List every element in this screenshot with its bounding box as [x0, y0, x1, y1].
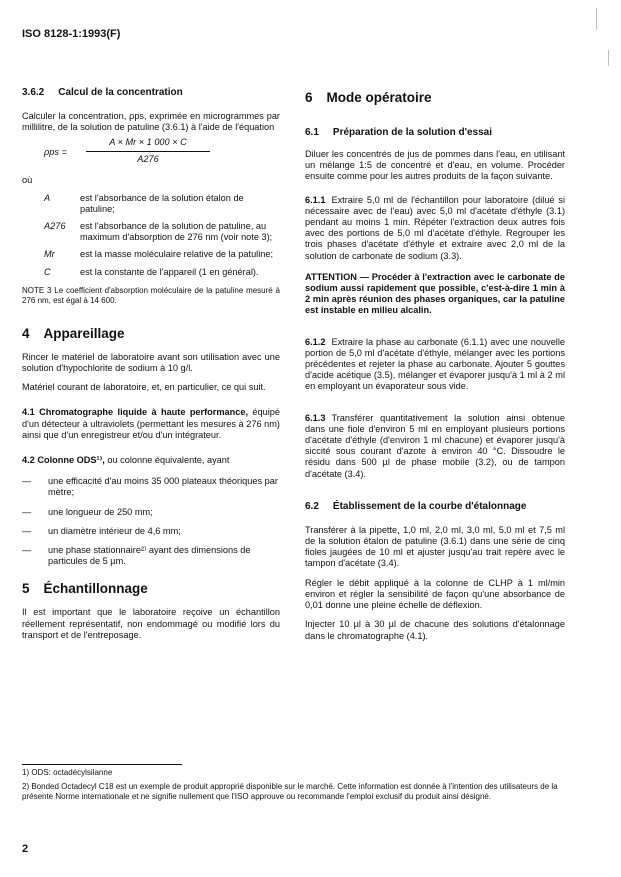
left-column: [22, 86, 280, 641]
formula-numerator: A × Mr × 1 000 × C: [109, 137, 187, 148]
right-column: [305, 86, 565, 642]
attention-notice: ATTENTION — Procéder à l'extraction avec le carbonate de sodium aussi rapidement que possible, c'est-à-dire 1 min à 2 min après réunion des phases organiques, car la patuline est instable en milieu alcalin.: [305, 271, 565, 316]
margin-mark: [596, 8, 597, 30]
list-item: — une phase stationnaire²⁾ ayant des dimensions de particules de 5 µm.: [22, 545, 251, 567]
where-label: où: [22, 175, 33, 186]
paragraph: Rincer le matériel de laboratoire avant son utilisation avec une solution d'hypochlorite de sodium à 10 g/l.: [22, 351, 280, 374]
footnote-divider: [22, 764, 182, 765]
paragraph: Régler le débit appliqué à la colonne de CLHP à 1 ml/min environ et régler la sensibilité de façon qu'une absorbance de 0,01 donne une pleine échelle de déflexion.: [305, 577, 565, 611]
section-4-heading: 4 Appareillage: [22, 325, 125, 341]
paragraph: Diluer les concentrés de jus de pommes dans l'eau, en utilisant un mélange 1:5 de concentré et d'eau, en volume. Procéder ensuite comme pour les autres produits de la façon suivante.: [305, 149, 565, 182]
section-5-heading: 5 Échantillonnage: [22, 581, 148, 597]
section-3-6-2-heading: 3.6.2 Calcul de la concentration: [22, 87, 183, 98]
definition-list: [22, 193, 280, 278]
footnote-2: 2) Bonded Octadecyl C18 est un exemple de produit approprié disponible sur le marché. Cette information est donnée à l'intention des utilisateurs de la présente Norme internationale et ne signifie nullement que l'ISO approuve ou recommande l'emploi exclusif du produit ainsi désigné.: [22, 782, 558, 801]
margin-mark: [608, 50, 609, 66]
formula-denominator: A276: [137, 153, 159, 164]
document-id: ISO 8128-1:1993(F): [22, 28, 121, 40]
definition-item: C est la constante de l'appareil (1 en général).: [44, 266, 259, 277]
definition-item: Mr est la masse moléculaire relative de la patuline;: [44, 249, 274, 260]
paragraph: Injecter 10 µl à 30 µl de chacune des solutions d'étalonnage dans le chromatographe (4.1).: [305, 619, 565, 641]
section-4-1: 4.1 Chromatographe liquide à haute performance, équipé d'un détecteur à ultraviolets (permettant les mesures à 276 nm) ainsi que d'un enregistreur et/ou d'un intégrateur.: [22, 407, 280, 440]
section-6-1-2: 6.1.2 Extraire la phase au carbonate (6.1.1) avec une nouvelle portion de 5,0 ml d'acétate d'éthyle, mélanger avec les portions précédentes et rejeter la phase au carbonate. Ajouter 5 gouttes d'acide acétique (3.5), mélanger et évaporer jusqu'à 1 ml à 2 ml en employant un évaporateur sous vide.: [305, 336, 565, 392]
note-3: NOTE 3 Le coefficient d'absorption moléculaire de la patuline mesuré à 276 nm, est égal à 14 600.: [22, 285, 280, 305]
paragraph: Calculer la concentration, ρps, exprimée en microgrammes par millilitre, de la solution de patuline (3.6.1) à l'aide de l'équation: [22, 111, 280, 133]
footnote-1: 1) ODS: octadécylsilanne: [22, 768, 113, 777]
page-number: 2: [22, 843, 29, 855]
definition-item: A est l'absorbance de la solution étalon de patuline;: [44, 192, 244, 214]
definition-item: A276 est l'absorbance de la solution de patuline, au maximum d'absorption de 276 nm (voir note 3);: [44, 221, 273, 243]
list-item: — une longueur de 250 mm;: [22, 506, 153, 517]
column-spec-list: [22, 476, 280, 567]
section-6-heading: 6 Mode opératoire: [305, 90, 432, 105]
section-6-1-heading: 6.1 Préparation de la solution d'essai: [305, 127, 492, 138]
list-item: — un diamètre intérieur de 4,6 mm;: [22, 525, 181, 536]
section-6-1-3: 6.1.3 Transférer quantitativement la solution ainsi obtenue dans une fiole d'environ 5 ml en employant plusieurs portions d'acétate d'éthyle (d'environ 1 ml chacune) et évaporer jusqu'à siccité sous courant d'azote à environ 40 °C. Dissoudre le résidu dans 500 µl de phase mobile (3.2), ou de tampon d'acétate (3.4).: [305, 412, 565, 479]
section-6-1-1: 6.1.1 Extraire 5,0 ml de l'échantillon pour laboratoire (dilué si nécessaire avec de l'eau) avec 5,0 ml d'acétate d'éthyle (3.1) pendant au moins 1 min. Répéter l'extraction deux autres fois avec des portions de 5,0 ml d'acétate d'éthyle. Regrouper les trois phases d'acétate d'éthyle et extraire avec 2,0 ml de la solution de carbonate de sodium (3.3).: [305, 194, 565, 261]
section-4-2: 4.2 Colonne ODS¹⁾, ou colonne équivalente, ayant: [22, 455, 230, 466]
paragraph: Matériel courant de laboratoire, et, en particulier, ce qui suit.: [22, 382, 266, 393]
paragraph: Transférer à la pipette, 1,0 ml, 2,0 ml, 3,0 ml, 5,0 ml et 7,5 ml de la solution étalon de patuline (3.6.1) dans une série de cinq fioles jaugées de 10 ml et ajuster jusqu'au trait repère avec le tampon d'acétate (3.4).: [305, 524, 565, 569]
list-item: — une efficacité d'au moins 35 000 plateaux théoriques par mètre;: [22, 476, 278, 498]
section-6-2-heading: 6.2 Établissement de la courbe d'étalonnage: [305, 500, 527, 512]
concentration-formula: ρps = A × Mr × 1 000 × C A276: [44, 137, 280, 171]
paragraph: Il est important que le laboratoire reçoive un échantillon réellement représentatif, non endommagé ou modifié lors du transport et de l'entreposage.: [22, 607, 280, 640]
